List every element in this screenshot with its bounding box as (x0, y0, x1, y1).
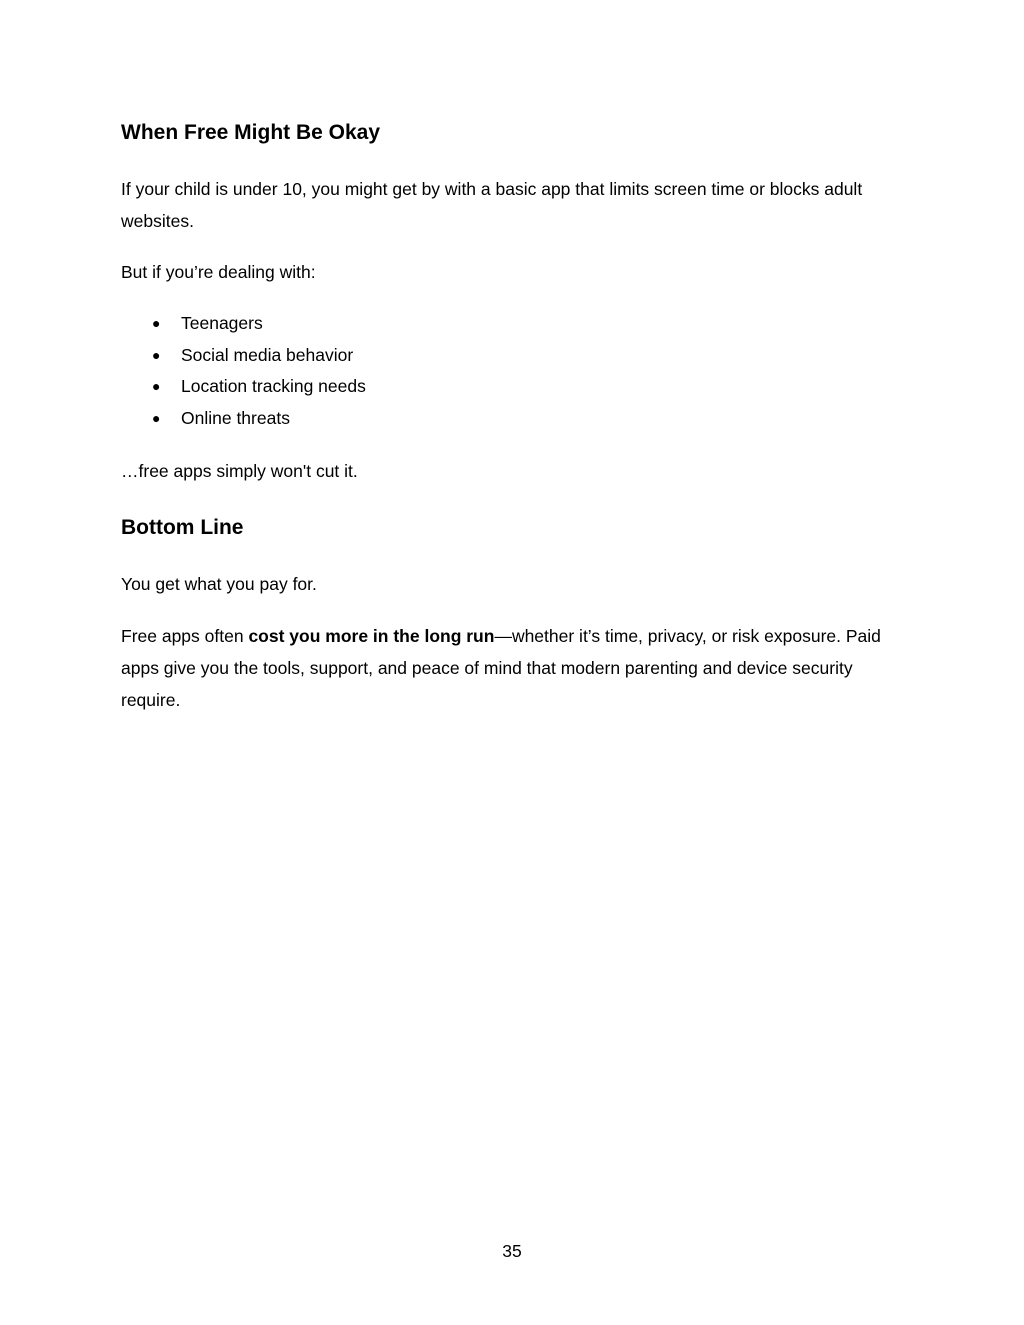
bullet-icon: ● (152, 315, 161, 331)
list-item (121, 340, 366, 372)
list-item-label: Social media behavior (181, 344, 354, 365)
bullet-icon: ● (152, 378, 161, 395)
bullet-icon: ● (152, 346, 161, 363)
lead-in-paragraph: But if you’re dealing with: (121, 262, 316, 282)
paragraph-prefix: Free apps often (121, 626, 249, 646)
intro-paragraph: If your child is under 10, you might get by with a basic app that limits screen time or blocks adult websites. (121, 179, 863, 231)
summary-paragraph: You get what you pay for. (121, 574, 317, 594)
list-item (121, 403, 366, 435)
list-item (121, 308, 366, 340)
section-heading-bottom-line: Bottom Line (121, 516, 244, 539)
list-item (121, 371, 366, 403)
emphasis-text: cost you more in the long run (248, 626, 495, 646)
page-number: 35 (502, 1241, 522, 1261)
list-item-label: Location tracking needs (181, 376, 366, 397)
section-heading-when-free: When Free Might Be Okay (121, 121, 381, 144)
bullet-icon: ● (152, 410, 161, 427)
list-item-label: Online threats (181, 408, 290, 429)
dealing-with-list (121, 308, 366, 435)
list-item-label: Teenagers (181, 313, 263, 333)
conclusion-paragraph: …free apps simply won't cut it. (121, 461, 358, 481)
bottom-line-paragraph (121, 620, 891, 716)
paragraph-suffix: —whether it’s time, privacy, or risk exposure. Paid apps give you the tools, support, and peace of mind that modern parenting and device security require. (121, 626, 881, 710)
